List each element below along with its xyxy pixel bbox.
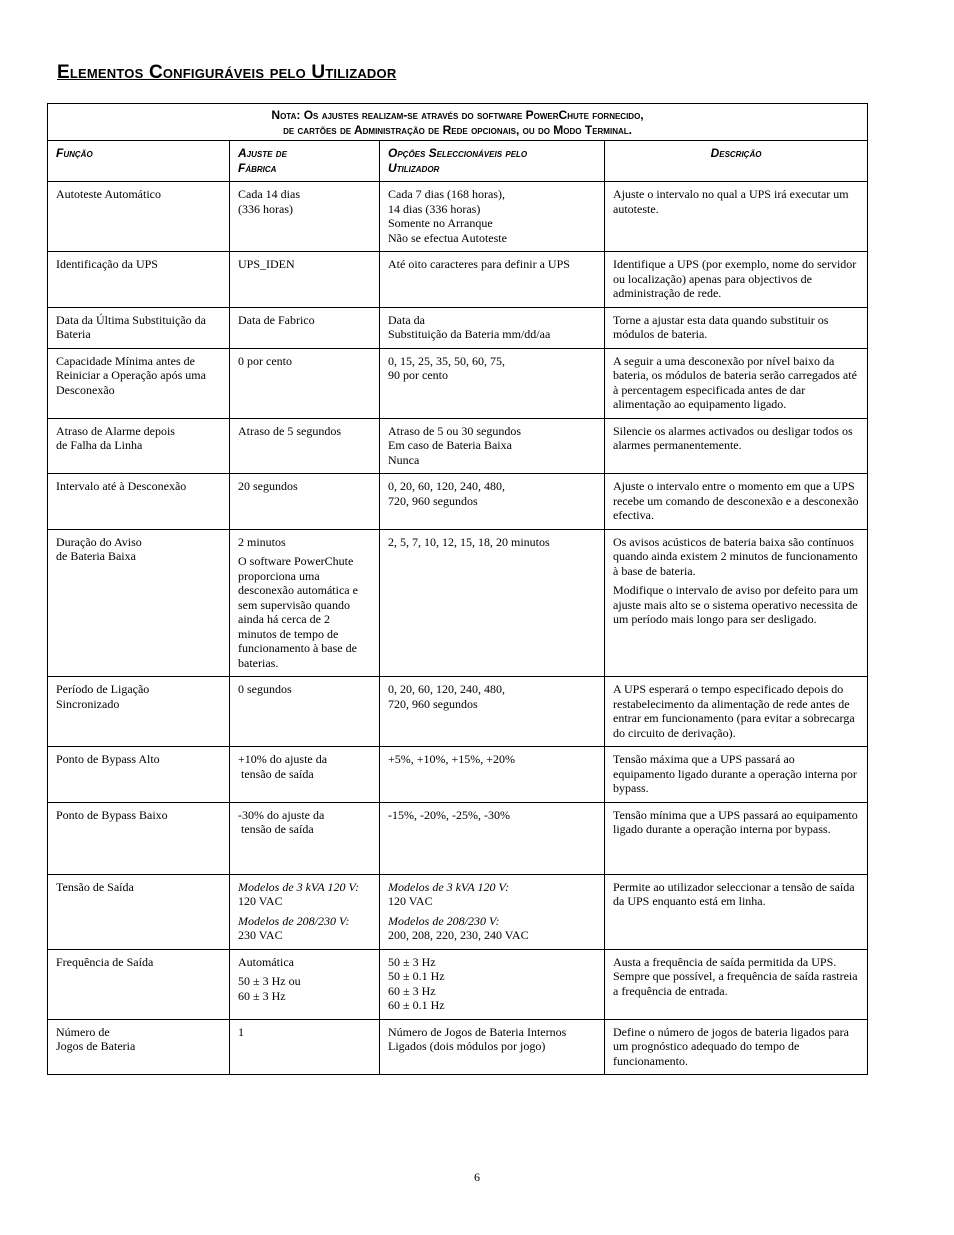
ajuste-text: 0 segundos [238,682,292,696]
opcoes-text: 50 ± 0.1 Hz [388,969,445,983]
header-ajuste-line-2: Fábrica [238,160,277,175]
note-line-2: de cartões de Administração de Rede opcionais, ou do Modo Terminal. [283,122,632,137]
funcao-text: Jogos de Bateria [56,1039,136,1053]
cell-funcao [48,677,230,747]
cell-opcoes [380,252,605,308]
ajuste-text: UPS_IDEN [238,257,295,271]
cell-descricao [605,529,868,677]
header-opcoes-line-1: Opções Seleccionáveis pelo [388,146,528,160]
header-descricao: Descrição [605,141,868,182]
cell-ajuste [230,307,380,348]
cell-opcoes [380,348,605,418]
opcoes-text: +5%, +10%, +15%, +20% [388,752,516,766]
cell-ajuste [230,348,380,418]
ajuste-extra-text: 60 ± 3 Hz [238,988,286,1003]
descricao-text: Ajuste o intervalo entre o momento em que a UPS recebe um comando de desconexão e a desconexão efectiva. [613,479,862,522]
descricao-text: Ajuste o intervalo no qual a UPS irá executar um autoteste. [613,187,852,216]
cell-opcoes [380,182,605,252]
configurable-items-table [47,103,868,1075]
cell-descricao [605,252,868,308]
cell-ajuste [230,802,380,874]
cell-opcoes [380,802,605,874]
cell-descricao [605,182,868,252]
cell-opcoes [380,949,605,1019]
opcoes-text: Atraso de 5 ou 30 segundos [388,423,521,438]
model-value: 200, 208, 220, 230, 240 VAC [388,928,529,942]
ajuste-text: Data de Fabrico [238,312,315,327]
ajuste-text: (336 horas) [238,201,293,216]
opcoes-text: Até oito caracteres para definir a UPS [388,257,570,271]
cell-ajuste [230,949,380,1019]
cell-opcoes [380,418,605,474]
ajuste-text: Cada 14 dias [238,187,300,201]
opcoes-text: Nunca [388,452,420,467]
table-row [48,874,868,949]
ajuste-text: tensão de saída [238,766,314,781]
model-value: 120 VAC [238,894,283,908]
cell-descricao [605,802,868,874]
table-row [48,949,868,1019]
note-row [48,104,868,141]
opcoes-text: Não se efectua Autoteste [388,230,507,245]
funcao-text: Duração do Aviso [56,534,142,549]
ajuste-text: 1 [238,1024,244,1039]
opcoes-text: 720, 960 segundos [388,493,478,508]
opcoes-text: 0, 15, 25, 35, 50, 60, 75, [388,353,505,368]
cell-descricao [605,348,868,418]
header-ajuste [230,141,380,182]
model-label: Modelos de 208/230 V: [238,913,350,928]
descricao-text: Austa a frequência de saída permitida da UPS. Sempre que possível, a frequência de saída rastreia a frequência de entrada. [613,954,861,998]
page-number: 6 [474,1170,480,1184]
note-line-1: Nota: Os ajustes realizam-se através do software PowerChute fornecido, [271,108,644,122]
opcoes-text: Em caso de Bateria Baixa [388,438,512,452]
descricao-text: A seguir a uma desconexão por nível baixo da bateria, os módulos de bateria serão carregados até à percentagem especificada antes de dar alimentação ao equipamento ligado. [613,353,860,411]
ajuste-text: 0 por cento [238,353,292,368]
model-value: 120 VAC [388,894,433,908]
funcao-text: de Falha da Linha [56,438,143,452]
opcoes-text: -15%, -20%, -25%, -30% [388,807,510,822]
funcao-text: Identificação da UPS [56,257,158,271]
funcao-text: Número de [56,1024,110,1039]
cell-descricao [605,677,868,747]
opcoes-text: 50 ± 3 Hz [388,954,436,969]
ajuste-text: tensão de saída [238,822,314,836]
ajuste-extra-text: O software PowerChute proporciona uma desconexão automática e sem supervisão quando ainda há cerca de 2 minutos de tempo de funcionamento à base de baterias. [238,554,361,670]
opcoes-text: 60 ± 0.1 Hz [388,998,445,1012]
cell-opcoes [380,874,605,949]
cell-funcao [48,1019,230,1075]
cell-funcao [48,418,230,474]
opcoes-text: 0, 20, 60, 120, 240, 480, [388,479,505,493]
funcao-text: Autoteste Automático [56,187,161,201]
cell-ajuste [230,252,380,308]
cell-funcao [48,949,230,1019]
cell-funcao [48,874,230,949]
model-label: Modelos de 3 kVA 120 V: [238,879,360,894]
opcoes-text: Data da [388,312,425,327]
funcao-text: Período de Ligação [56,682,150,696]
page-title: Elementos Configuráveis pelo Utilizador [57,62,397,83]
opcoes-text: 14 dias (336 horas) [388,201,481,216]
cell-funcao [48,307,230,348]
table-row [48,677,868,747]
funcao-text: Data da Última Substituição da Bateria [56,312,209,341]
opcoes-text: 90 por cento [388,368,448,382]
ajuste-text: 2 minutos [238,534,286,549]
funcao-text: Sincronizado [56,696,120,711]
header-funcao: Função [48,141,230,182]
table-row [48,418,868,474]
table-row [48,1019,868,1075]
opcoes-text: 60 ± 3 Hz [388,983,436,998]
header-opcoes [380,141,605,182]
descricao-text: Os avisos acústicos de bateria baixa são contínuos quando ainda existem 2 minutos de funcionamento à base de bateria. [613,534,861,578]
cell-ajuste [230,418,380,474]
table-row [48,307,868,348]
cell-ajuste [230,474,380,530]
opcoes-text: Número de Jogos de Bateria Internos Ligados (dois módulos por jogo) [388,1024,570,1053]
cell-opcoes [380,529,605,677]
funcao-text: Atraso de Alarme depois [56,423,175,438]
cell-opcoes [380,677,605,747]
cell-descricao [605,307,868,348]
funcao-text: Ponto de Bypass Alto [56,752,160,766]
cell-funcao [48,348,230,418]
cell-opcoes [380,307,605,348]
header-opcoes-line-2: Utilizador [388,160,440,175]
cell-descricao [605,418,868,474]
descricao-text: A UPS esperará o tempo especificado depois do restabelecimento da alimentação de rede antes de entrar em funcionamento (para evitar a sobrecarga do circuito de derivação). [613,682,858,740]
table-row [48,747,868,803]
descricao-text: Silencie os alarmes activados ou desligar todos os alarmes permanentemente. [613,423,856,452]
ajuste-text: 20 segundos [238,479,298,493]
cell-ajuste [230,747,380,803]
table-row [48,252,868,308]
note-cell [48,104,868,141]
funcao-text: Frequência de Saída [56,954,154,969]
cell-ajuste [230,529,380,677]
table-row [48,348,868,418]
cell-ajuste [230,677,380,747]
cell-funcao [48,252,230,308]
funcao-text: de Bateria Baixa [56,549,136,563]
opcoes-text: 0, 20, 60, 120, 240, 480, [388,682,505,696]
opcoes-text: 720, 960 segundos [388,696,478,711]
cell-funcao [48,529,230,677]
cell-descricao [605,874,868,949]
funcao-text: Capacidade Mínima antes de Reiniciar a Operação após uma Desconexão [56,353,209,397]
table-row [48,802,868,874]
descricao-text: Define o número de jogos de bateria ligados para um prognóstico adequado do tempo de funcionamento. [613,1024,852,1068]
cell-funcao [48,182,230,252]
funcao-text: Ponto de Bypass Baixo [56,807,168,822]
model-label: Modelos de 3 kVA 120 V: [388,879,510,894]
opcoes-text: Substituição da Bateria mm/dd/aa [388,327,551,341]
funcao-text: Tensão de Saída [56,879,134,894]
ajuste-text: -30% do ajuste da [238,807,325,822]
table-row [48,529,868,677]
opcoes-text: 2, 5, 7, 10, 12, 15, 18, 20 minutos [388,534,550,549]
table-row [48,474,868,530]
model-label: Modelos de 208/230 V: [388,913,500,928]
cell-descricao [605,474,868,530]
header-row [48,141,868,182]
cell-funcao [48,474,230,530]
cell-opcoes [380,474,605,530]
cell-descricao [605,1019,868,1075]
cell-funcao [48,802,230,874]
cell-opcoes [380,1019,605,1075]
cell-ajuste [230,874,380,949]
opcoes-text: Somente no Arranque [388,216,493,230]
cell-ajuste [230,182,380,252]
descricao-text: Permite ao utilizador seleccionar a tensão de saída da UPS enquanto está em linha. [613,879,858,908]
table-row [48,182,868,252]
cell-descricao [605,949,868,1019]
opcoes-text: Cada 7 dias (168 horas), [388,187,505,201]
funcao-text: Intervalo até à Desconexão [56,479,187,493]
ajuste-text: Automática [238,954,294,969]
ajuste-extra-text: 50 ± 3 Hz ou [238,974,301,988]
cell-descricao [605,747,868,803]
ajuste-text: Atraso de 5 segundos [238,423,341,438]
descricao-text: Tensão máxima que a UPS passará ao equipamento ligado durante a operação interna por bypass. [613,752,860,795]
descricao-text: Identifique a UPS (por exemplo, nome do servidor ou localização) apenas para objectivos de administração de rede. [613,257,860,300]
ajuste-text: +10% do ajuste da [238,752,328,766]
cell-opcoes [380,747,605,803]
model-value: 230 VAC [238,928,283,942]
cell-funcao [48,747,230,803]
descricao-text: Tensão mínima que a UPS passará ao equipamento ligado durante a operação interna por bypass. [613,807,861,836]
descricao-extra-text: Modifique o intervalo de aviso por defeito para um ajuste mais alto se o sistema operativo necessita de um período mais longo para ser desligado. [613,583,862,626]
cell-ajuste [230,1019,380,1075]
descricao-text: Torne a ajustar esta data quando substituir os módulos de bateria. [613,312,832,341]
header-ajuste-line-1: Ajuste de [238,146,287,160]
